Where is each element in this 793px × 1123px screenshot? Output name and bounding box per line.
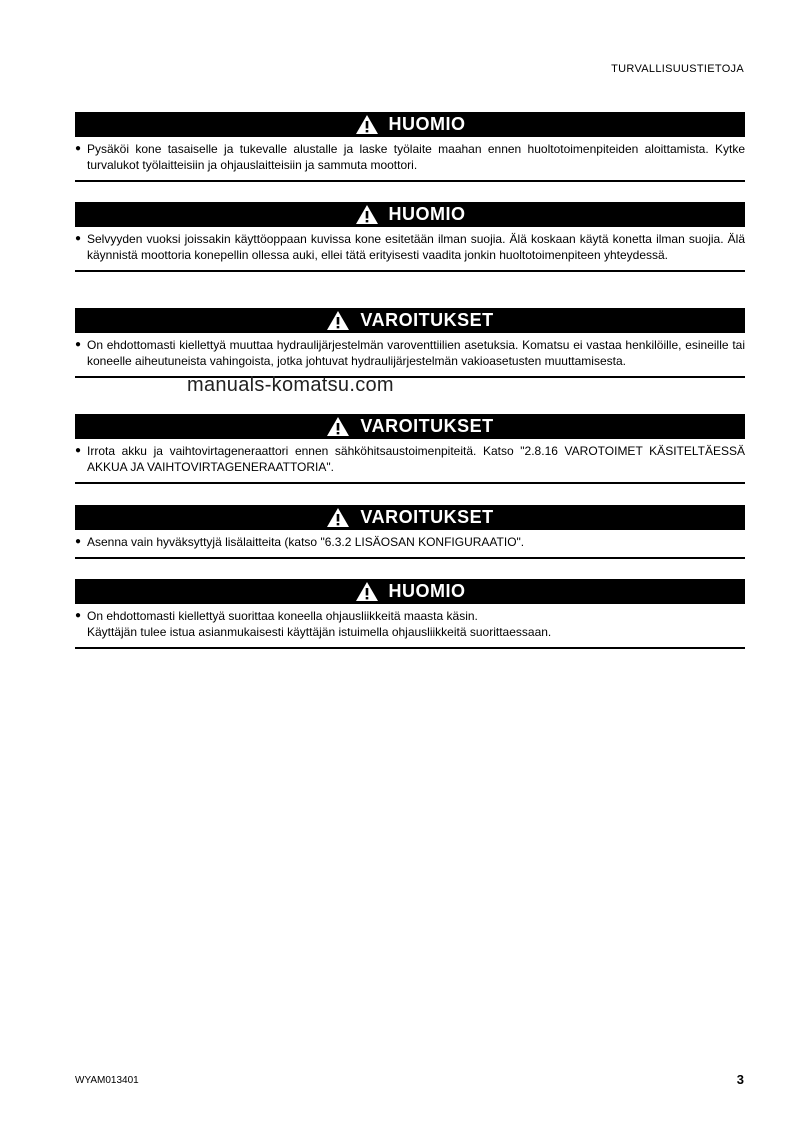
- notice-box: [75, 202, 745, 272]
- notice-text: Asenna vain hyväksyttyjä lisälaitteita (katso "6.3.2 LISÄOSAN KONFIGURAATIO".: [87, 535, 525, 549]
- bullet-icon: ●: [75, 143, 82, 154]
- list-item: [75, 534, 745, 550]
- notice-text: On ehdottomasti kiellettyä suorittaa koneella ohjausliikkeitä maasta käsin.: [87, 609, 478, 623]
- notice-title: VAROITUKSET: [360, 416, 494, 436]
- bullet-icon: ●: [75, 610, 82, 621]
- list-item: [75, 337, 745, 369]
- notice-box: [75, 579, 745, 649]
- bullet-icon: ●: [75, 536, 82, 547]
- section-header: TURVALLISUUSTIETOJA: [611, 63, 744, 75]
- list-item: [75, 443, 745, 475]
- warning-triangle-icon: [355, 204, 389, 225]
- notice-text: Pysäköi kone tasaiselle ja tukevalle alustalle ja laske työlaite maahan ennen huoltotoimenpiteiden aloittamista. Kytke turvalukot työlaitteisiin ja ohjauslaitteisiin ja sammuta moottori.: [87, 142, 745, 172]
- list-item: [75, 231, 745, 263]
- notice-title: VAROITUKSET: [360, 507, 494, 527]
- bullet-icon: ●: [75, 445, 82, 456]
- notice-box: [75, 308, 745, 378]
- watermark-link[interactable]: manuals-komatsu.com: [187, 374, 394, 396]
- list-item: [75, 141, 745, 173]
- warning-triangle-icon: [326, 416, 360, 437]
- notice-text: Selvyyden vuoksi joissakin käyttöoppaan kuvissa kone esitetään ilman suojia. Älä koskaan käytä konetta ilman suojia. Älä käynnistä moottoria konepellin ollessa auki, ellei tätä erityisesti vaadita jonkin huoltotoimenpiteen yhteydessä.: [87, 232, 745, 262]
- notice-title-bar: [75, 505, 745, 530]
- notice-title: HUOMIO: [388, 114, 466, 134]
- notice-title-bar: [75, 112, 745, 137]
- notice-box: [75, 414, 745, 484]
- notice-box: [75, 112, 745, 182]
- list-item: [75, 608, 745, 624]
- warning-triangle-icon: [326, 310, 360, 331]
- notice-box: [75, 505, 745, 559]
- notice-text: Irrota akku ja vaihtovirtageneraattori ennen sähköhitsaustoimenpiteitä. Katso "2.8.16 VAROTOIMET KÄSITELTÄESSÄ AKKUA JA VAIHTOVIRTAGENERAATTORIA".: [87, 444, 745, 474]
- list-item-continuation: [75, 624, 745, 640]
- notice-title: VAROITUKSET: [360, 310, 494, 330]
- notice-title-bar: [75, 579, 745, 604]
- document-code: WYAM013401: [75, 1075, 139, 1086]
- notice-text: Käyttäjän tulee istua asianmukaisesti käyttäjän istuimella ohjausliikkeitä suorittaessaan.: [87, 625, 552, 639]
- bullet-icon: ●: [75, 233, 82, 244]
- notice-text: On ehdottomasti kiellettyä muuttaa hydraulijärjestelmän varoventtiilien asetuksia. Komatsu ei vastaa henkilöille, esineille tai koneelle aiheutuneista vahingoista, jotka johtuvat hydraulijärjestelmän vakioasetusten muuttamisesta.: [87, 338, 745, 368]
- warning-triangle-icon: [355, 114, 389, 135]
- warning-triangle-icon: [355, 581, 389, 602]
- warning-triangle-icon: [326, 507, 360, 528]
- bullet-icon: ●: [75, 339, 82, 350]
- notice-title: HUOMIO: [388, 581, 466, 601]
- notice-title: HUOMIO: [388, 204, 466, 224]
- notice-title-bar: [75, 308, 745, 333]
- notice-title-bar: [75, 414, 745, 439]
- notice-title-bar: [75, 202, 745, 227]
- page-number: 3: [736, 1072, 744, 1087]
